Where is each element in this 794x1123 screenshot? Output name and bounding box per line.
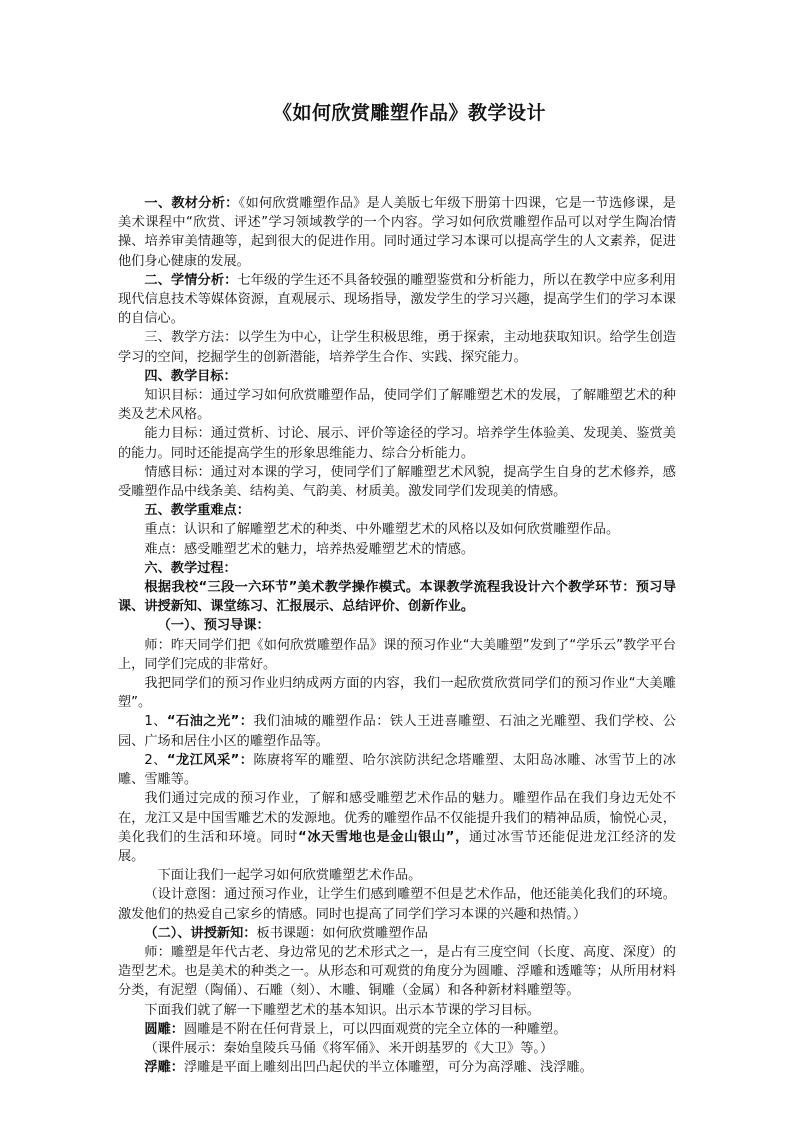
- paragraph: 师：昨天同学们把《如何欣赏雕塑作品》课的预习作业“大美雕塑”发到了“学乐云”教学平台上，同学们完成的非常好。: [118, 637, 676, 672]
- document-title: 《如何欣赏雕塑作品》教学设计: [273, 102, 547, 124]
- section-teaching-method: 三、教学方法：以学生为中心，让学生积极思维，勇于探索，主动地获取知识。给学生创造学习的空间，挖掘学生的创新潜能，培养学生合作、实践、探究能力。: [118, 330, 676, 365]
- list-number: 1、: [144, 714, 167, 730]
- section-text: 七年级的学生还不具备较强的雕塑鉴赏和分析能力，所以在教学中应多利用现代信息技术等媒体资源，直观展示、现场指导，激发学生的学习兴趣，提高学生们的学习本课的自信心。: [118, 272, 677, 327]
- term-text: 浮雕是平面上雕刻出凹凸起伏的半立体雕塑，可分为高浮雕、浅浮雕。: [183, 1060, 593, 1076]
- quote-emphasis: “冰天雪地也是金山银山”，: [298, 829, 469, 845]
- objective-emotion: 情感目标：通过对本课的学习，使同学们了解雕塑艺术风貌，提高学生自身的艺术修养，感受雕塑作品中线条美、结构美、气韵美、材质美。激发同学们发现美的情感。: [118, 464, 676, 500]
- paragraph: 下面我们就了解一下雕塑艺术的基本知识。出示本节课的学习目标。: [144, 1002, 541, 1018]
- term-label: 浮雕：: [144, 1060, 184, 1076]
- section-textbook-analysis: [118, 194, 676, 271]
- list-item-label: “龙江风采”：: [166, 752, 254, 768]
- process-intro: 根据我校“三段一六环节”美术教学操作模式。本课教学流程我设计六个教学环节：预习导课、讲授新知、课堂练习、汇报展示、总结评价、创新作业。: [118, 580, 676, 615]
- subsection-heading: （二）、讲授新知：: [144, 925, 257, 941]
- design-intent-note: （设计意图：通过预习作业，让学生们感到雕塑不但是艺术作品，他还能美化我们的环境。激发他们的热爱自己家乡的情感。同时也提高了同学们学习本课的兴趣和热情。）: [118, 887, 676, 922]
- list-item-text: 我们油城的雕塑作品：铁人王进喜雕塑、石油之光雕塑、我们学校、公园、广场和居住小区的雕塑作品等。: [118, 714, 676, 749]
- list-item: [118, 712, 676, 750]
- section-heading: 一、教材分析：: [144, 196, 239, 211]
- document-body: [118, 194, 676, 1077]
- difficult-point: 难点：感受雕塑艺术的魅力，培养热爱雕塑艺术的情感。: [144, 541, 475, 557]
- term-label: 圆雕：: [144, 1021, 184, 1037]
- paragraph: 我把同学们的预习作业归纳成两方面的内容，我们一起欣赏欣赏同学们的预习作业“大美雕塑”。: [118, 676, 676, 711]
- paragraph: [118, 789, 676, 866]
- text-run: 通过冰雪节还能促进龙江经济的发展。: [118, 829, 677, 864]
- section-student-analysis: [118, 271, 676, 329]
- text-run: 我们通过完成的预习作业，了解和感受雕塑艺术作品的魅力。雕塑作品在我们身边无处不在，龙江又是中国雪雕艺术的发源地。优秀的雕塑作品不仅能提升我们的精神品质，愉悦心灵，美化我们的生活和环境。同时: [118, 791, 676, 845]
- list-item: [118, 751, 676, 789]
- list-item-label: “石油之光”：: [166, 714, 254, 730]
- term-text: 圆雕是不附在任何背景上，可以四面观赏的完全立体的一种雕塑。: [183, 1021, 567, 1037]
- courseware-note: （课件展示：秦始皇陵兵马俑《将军俑》、米开朗基罗的《大卫》等。）: [144, 1040, 554, 1056]
- subsection-teaching: [118, 924, 676, 943]
- paragraph: 下面让我们一起学习如何欣赏雕塑艺术作品。: [157, 868, 422, 884]
- term-round-sculpture: [118, 1020, 676, 1039]
- objective-ability: 能力目标：通过赏析、讨论、展示、评价等途径的学习。培养学生体验美、发现美、鉴赏美的能力。同时还能提高学生的形象思维能力、综合分析能力。: [118, 426, 676, 461]
- board-title: 板书课题：如何欣赏雕塑作品: [256, 925, 428, 941]
- subsection-heading-preview: （一）、预习导课：: [157, 618, 270, 634]
- key-point: 重点：认识和了解雕塑艺术的种类、中外雕塑艺术的风格以及如何欣赏雕塑作品。: [144, 522, 620, 538]
- section-heading: 二、学情分析：: [144, 272, 238, 288]
- list-number: 2、: [144, 752, 167, 768]
- section-heading-keypoints: 五、教学重难点：: [144, 503, 250, 519]
- objective-knowledge: 知识目标：通过学习如何欣赏雕塑作品，使同学们了解雕塑艺术的发展，了解雕塑艺术的种类及艺术风格。: [118, 388, 676, 423]
- term-relief: [118, 1058, 676, 1077]
- section-heading-process: 六、教学过程：: [144, 560, 237, 576]
- list-item-text: 陈赓将军的雕塑、哈尔滨防洪纪念塔雕塑、太阳岛冰雕、冰雪节上的冰雕、雪雕等。: [118, 752, 676, 788]
- section-text: 《如何欣赏雕塑作品》是人美版七年级下册第十四课，它是一节选修课，是美术课程中“欣赏、评述”学习领域教学的一个内容。学习如何欣赏雕塑作品可以对学生陶冶情操、培养审美情趣等，起到很大的促进作用。同时通过学习本课可以提高学生的人文素养，促进他们身心健康的发展。: [118, 196, 676, 269]
- paragraph: 师：雕塑是年代古老、身边常见的艺术形式之一，是占有三度空间（长度、高度、深度）的造型艺术。也是美术的种类之一。从形态和可观赏的角度分为圆雕、浮雕和透雕等；从所用材料分类，有泥塑（陶俑）、石雕（刻）、木雕、铜雕（金属）和各种新材料雕塑等。: [118, 944, 676, 999]
- section-heading-objectives: 四、教学目标：: [144, 368, 237, 384]
